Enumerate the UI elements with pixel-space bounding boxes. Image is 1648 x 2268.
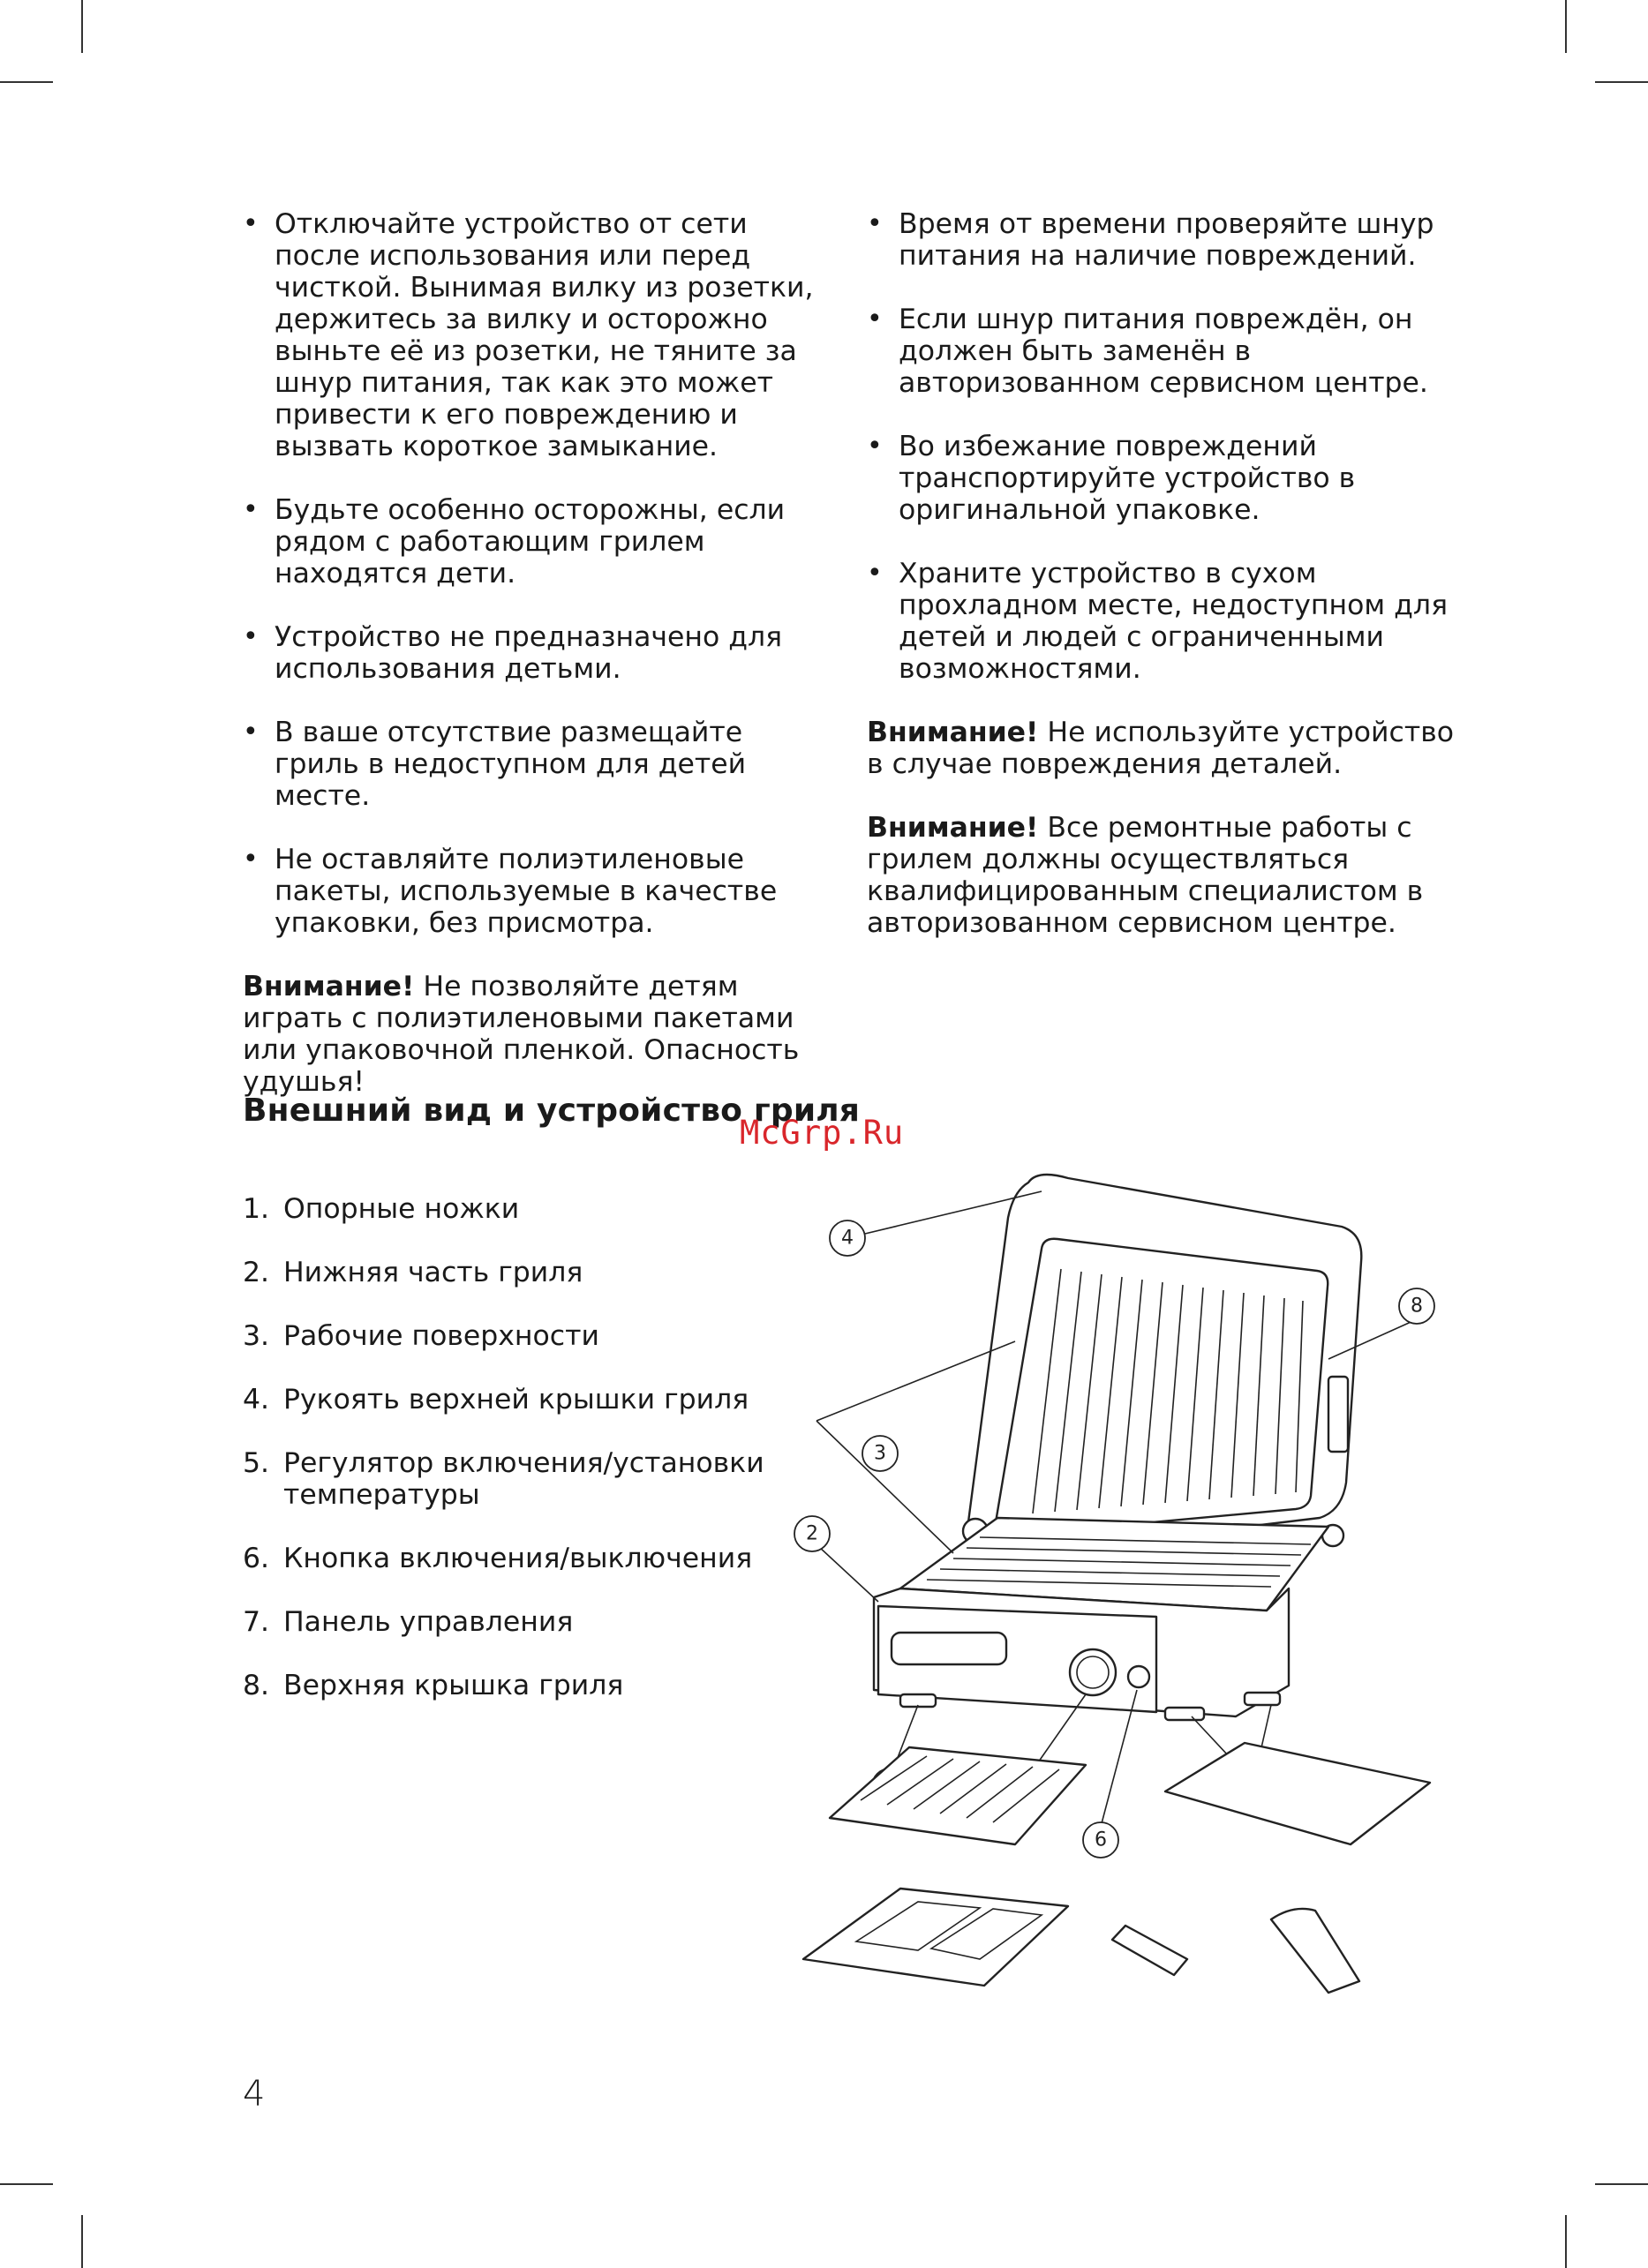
- warning-label: Внимание!: [867, 717, 1039, 748]
- crop-mark: [0, 2183, 53, 2185]
- crop-mark: [81, 0, 83, 53]
- list-item: [243, 1384, 790, 1416]
- warning-label: Внимание!: [867, 812, 1039, 844]
- part-label: Нижняя часть гриля: [283, 1257, 583, 1288]
- page-number: 4: [243, 2074, 266, 2114]
- part-label: Рукоять верхней крышки гриля: [283, 1384, 749, 1416]
- list-item: • В ваше отсутствие размещайте гриль в недоступном для детей месте.: [243, 717, 834, 812]
- list-item: • Храните устройство в сухом прохладном месте, недоступном для детей и людей с ограниченными возможностями.: [867, 558, 1467, 685]
- list-item: [243, 1320, 790, 1352]
- right-bullet-list: [867, 208, 1467, 685]
- left-bullet-list: [243, 208, 834, 939]
- left-column: [243, 208, 834, 1130]
- part-number: 4.: [243, 1384, 270, 1416]
- part-label: Панель управления: [283, 1606, 574, 1638]
- part-number: 7.: [243, 1606, 270, 1638]
- support-foot: [1245, 1693, 1280, 1705]
- support-foot: [1165, 1708, 1204, 1720]
- list-item: • Отключайте устройство от сети после использования или перед чисткой. Вынимая вилку из розетки, держитесь за вилку и осторожно выньте её из розетки, не тяните за шнур питания, так как это может привести к его повреждению и вызвать короткое замыкание.: [243, 208, 834, 462]
- list-item: • Будьте особенно осторожны, если рядом с работающим грилем находятся дети.: [243, 494, 834, 590]
- list-item: [243, 1193, 790, 1225]
- part-number: 8.: [243, 1670, 270, 1701]
- list-item: [243, 1670, 790, 1701]
- callout-number: 3: [874, 1442, 886, 1465]
- display-window: [892, 1633, 1006, 1664]
- warning-note: [867, 717, 1467, 780]
- callout-2: [794, 1516, 878, 1602]
- warning-note: [243, 971, 834, 1098]
- grill-plate-flat: [1165, 1743, 1430, 1844]
- part-label: Кнопка включения/выключения: [283, 1543, 753, 1574]
- crop-mark: [0, 81, 53, 83]
- warning-text: Не используйте устройство в случае повреждения деталей.: [867, 717, 1455, 780]
- power-button: [1128, 1666, 1149, 1687]
- drip-tray: [1112, 1926, 1187, 1975]
- part-number: 5.: [243, 1447, 270, 1479]
- grill-diagram: [777, 1165, 1483, 2003]
- crop-mark: [1595, 2183, 1648, 2185]
- part-number: 1.: [243, 1193, 270, 1225]
- list-item: [243, 1543, 790, 1574]
- list-item: [243, 1447, 790, 1511]
- crop-mark: [1565, 0, 1567, 53]
- upper-plate: [996, 1239, 1328, 1536]
- side-lever: [1328, 1377, 1348, 1452]
- warning-note: [867, 812, 1467, 939]
- list-item: • Не оставляйте полиэтиленовые пакеты, используемые в качестве упаковки, без присмотра.: [243, 844, 834, 939]
- list-item: • Если шнур питания повреждён, он должен быть заменён в авторизованном сервисном центре.: [867, 304, 1467, 399]
- list-item: • Во избежание повреждений транспортируйте устройство в оригинальной упаковке.: [867, 431, 1467, 526]
- callout-number: 8: [1411, 1295, 1423, 1318]
- callout-number: 6: [1095, 1829, 1107, 1851]
- callout-6: [1083, 1690, 1137, 1858]
- part-label: Верхняя крышка гриля: [283, 1670, 624, 1701]
- part-label: Опорные ножки: [283, 1193, 520, 1225]
- list-item: [243, 1257, 790, 1288]
- part-label: Регулятор включения/установки температуры: [283, 1447, 764, 1511]
- scraper: [1271, 1909, 1359, 1993]
- part-number: 3.: [243, 1320, 270, 1352]
- callout-number: 2: [806, 1522, 818, 1545]
- watermark: McGrp.Ru: [740, 1114, 905, 1152]
- list-item: [243, 1606, 790, 1638]
- warning-text: Не позволяйте детям играть с полиэтиленовыми пакетами или упаковочной пленкой. Опасность удушья!: [243, 971, 800, 1098]
- part-label: Рабочие поверхности: [283, 1320, 599, 1352]
- section-title: Внешний вид и устройство гриля: [243, 1093, 861, 1129]
- right-column: [867, 208, 1467, 971]
- parts-list: [243, 1193, 790, 1733]
- crop-mark: [81, 2215, 83, 2268]
- callout-number: 4: [841, 1227, 854, 1250]
- part-number: 6.: [243, 1543, 270, 1574]
- warning-text: Все ремонтные работы с грилем должны осуществляться квалифицированным специалистом в авторизованном сервисном центре.: [867, 812, 1424, 939]
- support-foot: [900, 1694, 936, 1707]
- part-number: 2.: [243, 1257, 270, 1288]
- list-item: • Время от времени проверяйте шнур питания на наличие повреждений.: [867, 208, 1467, 272]
- crop-mark: [1565, 2215, 1567, 2268]
- crop-mark: [1595, 81, 1648, 83]
- list-item: • Устройство не предназначено для использования детьми.: [243, 621, 834, 685]
- warning-label: Внимание!: [243, 971, 415, 1003]
